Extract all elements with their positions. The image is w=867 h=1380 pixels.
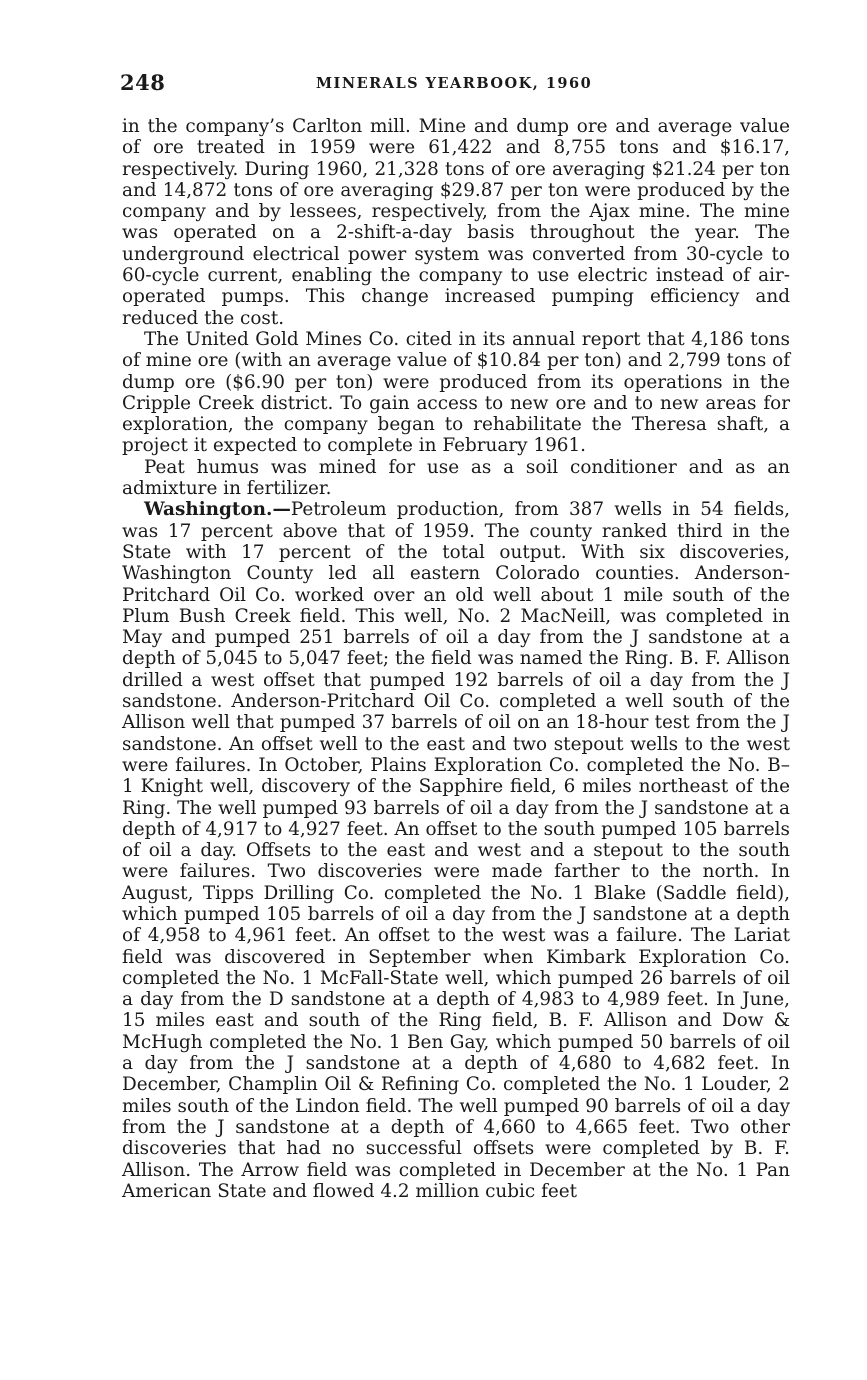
paragraph-carlton-mill: in the company’s Carlton mill. Mine and dump ore and average value of ore treated in 1959 were 61,422 and 8,755 tons and $16.17, respectively. During 1960, 21,328 tons of ore averaging $21.24 per ton and 14,872 tons of ore averaging $29.87 per ton were produced by the company and by lessees, respectively, from the Ajax mine. The mine was operated on a 2-shift-a-day basis throughout the year. The underground electrical power system was converted from 30-cycle to 60-cycle current, enabling the company to use electric instead of air-operated pumps. This change increased pumping efficiency and reduced the cost. <box>122 116 790 329</box>
paragraph-peat-humus: Peat humus was mined for use as a soil conditioner and as an admixture in fertilizer. <box>122 456 790 500</box>
document-page <box>122 70 790 1202</box>
body-text <box>122 116 790 1202</box>
paragraph-united-gold-mines: The United Gold Mines Co. cited in its annual report that 4,186 tons of mine ore (with an average value of $10.84 per ton) and 2,799 tons of dump ore ($6.90 per ton) were produced from its operations in the Cripple Creek district. To gain access to new ore and to new areas for exploration, the company began to rehabilitate the Theresa shaft, a project it expected to complete in February 1961. <box>122 328 790 457</box>
paragraph-washington-county <box>122 499 790 1202</box>
page-number: 248 <box>120 70 166 95</box>
washington-paragraph-text: Petroleum production, from 387 wells in 54 fields, was 17 percent above that of 1959. The county ranked third in the State with 17 percent of the total output. With six discoveries, Washington County led all eastern Colorado counties. Anderson-Pritchard Oil Co. worked over an old well about 1 mile south of the Plum Bush Creek field. This well, No. 2 MacNeill, was completed in May and pumped 251 barrels of oil a day from the J sandstone at a depth of 5,045 to 5,047 feet; the field was named the Ring. B. F. Allison drilled a west offset that pumped 192 barrels of oil a day from the J sandstone. Anderson-Pritchard Oil Co. completed a well south of the Allison well that pumped 37 barrels of oil on an 18-hour test from the J sandstone. An offset well to the east and two stepout wells to the west were failures. In October, Plains Exploration Co. completed the No. B–1 Knight well, discovery of the Sapphire field, 6 miles northeast of the Ring. The well pumped 93 barrels of oil a day from the J sandstone at a depth of 4,917 to 4,927 feet. An offset to the south pumped 105 barrels of oil a day. Offsets to the east and west and a stepout to the south were failures. Two discoveries were made farther to the north. In August, Tipps Drilling Co. completed the No. 1 Blake (Saddle field), which pumped 105 barrels of oil a day from the J sandstone at a depth of 4,958 to 4,961 feet. An offset to the west was a failure. The Lariat field was discovered in September when Kimbark Exploration Co. completed the No. 1 McFall-State well, which pumped 26 barrels of oil a day from the D sandstone at a depth of 4,983 to 4,989 feet. In June, 15 miles east and south of the Ring field, B. F. Allison and Dow & McHugh completed the No. 1 Ben Gay, which pumped 50 barrels of oil a day from the J sandstone at a depth of 4,680 to 4,682 feet. In December, Champlin Oil & Refining Co. completed the No. 1 Louder, 2 miles south of the Lindon field. The well pumped 90 barrels of oil a day from the J sandstone at a depth of 4,660 to 4,665 feet. Two other discoveries that had no successful offsets were completed by B. F. Allison. The Arrow field was completed in December at the No. 1 Pan American State and flowed 4.2 million cubic feet <box>122 499 790 1202</box>
washington-run-in-heading: Washington.— <box>144 499 291 521</box>
running-head <box>122 70 790 100</box>
running-title: MINERALS YEARBOOK, 1960 <box>316 75 593 92</box>
